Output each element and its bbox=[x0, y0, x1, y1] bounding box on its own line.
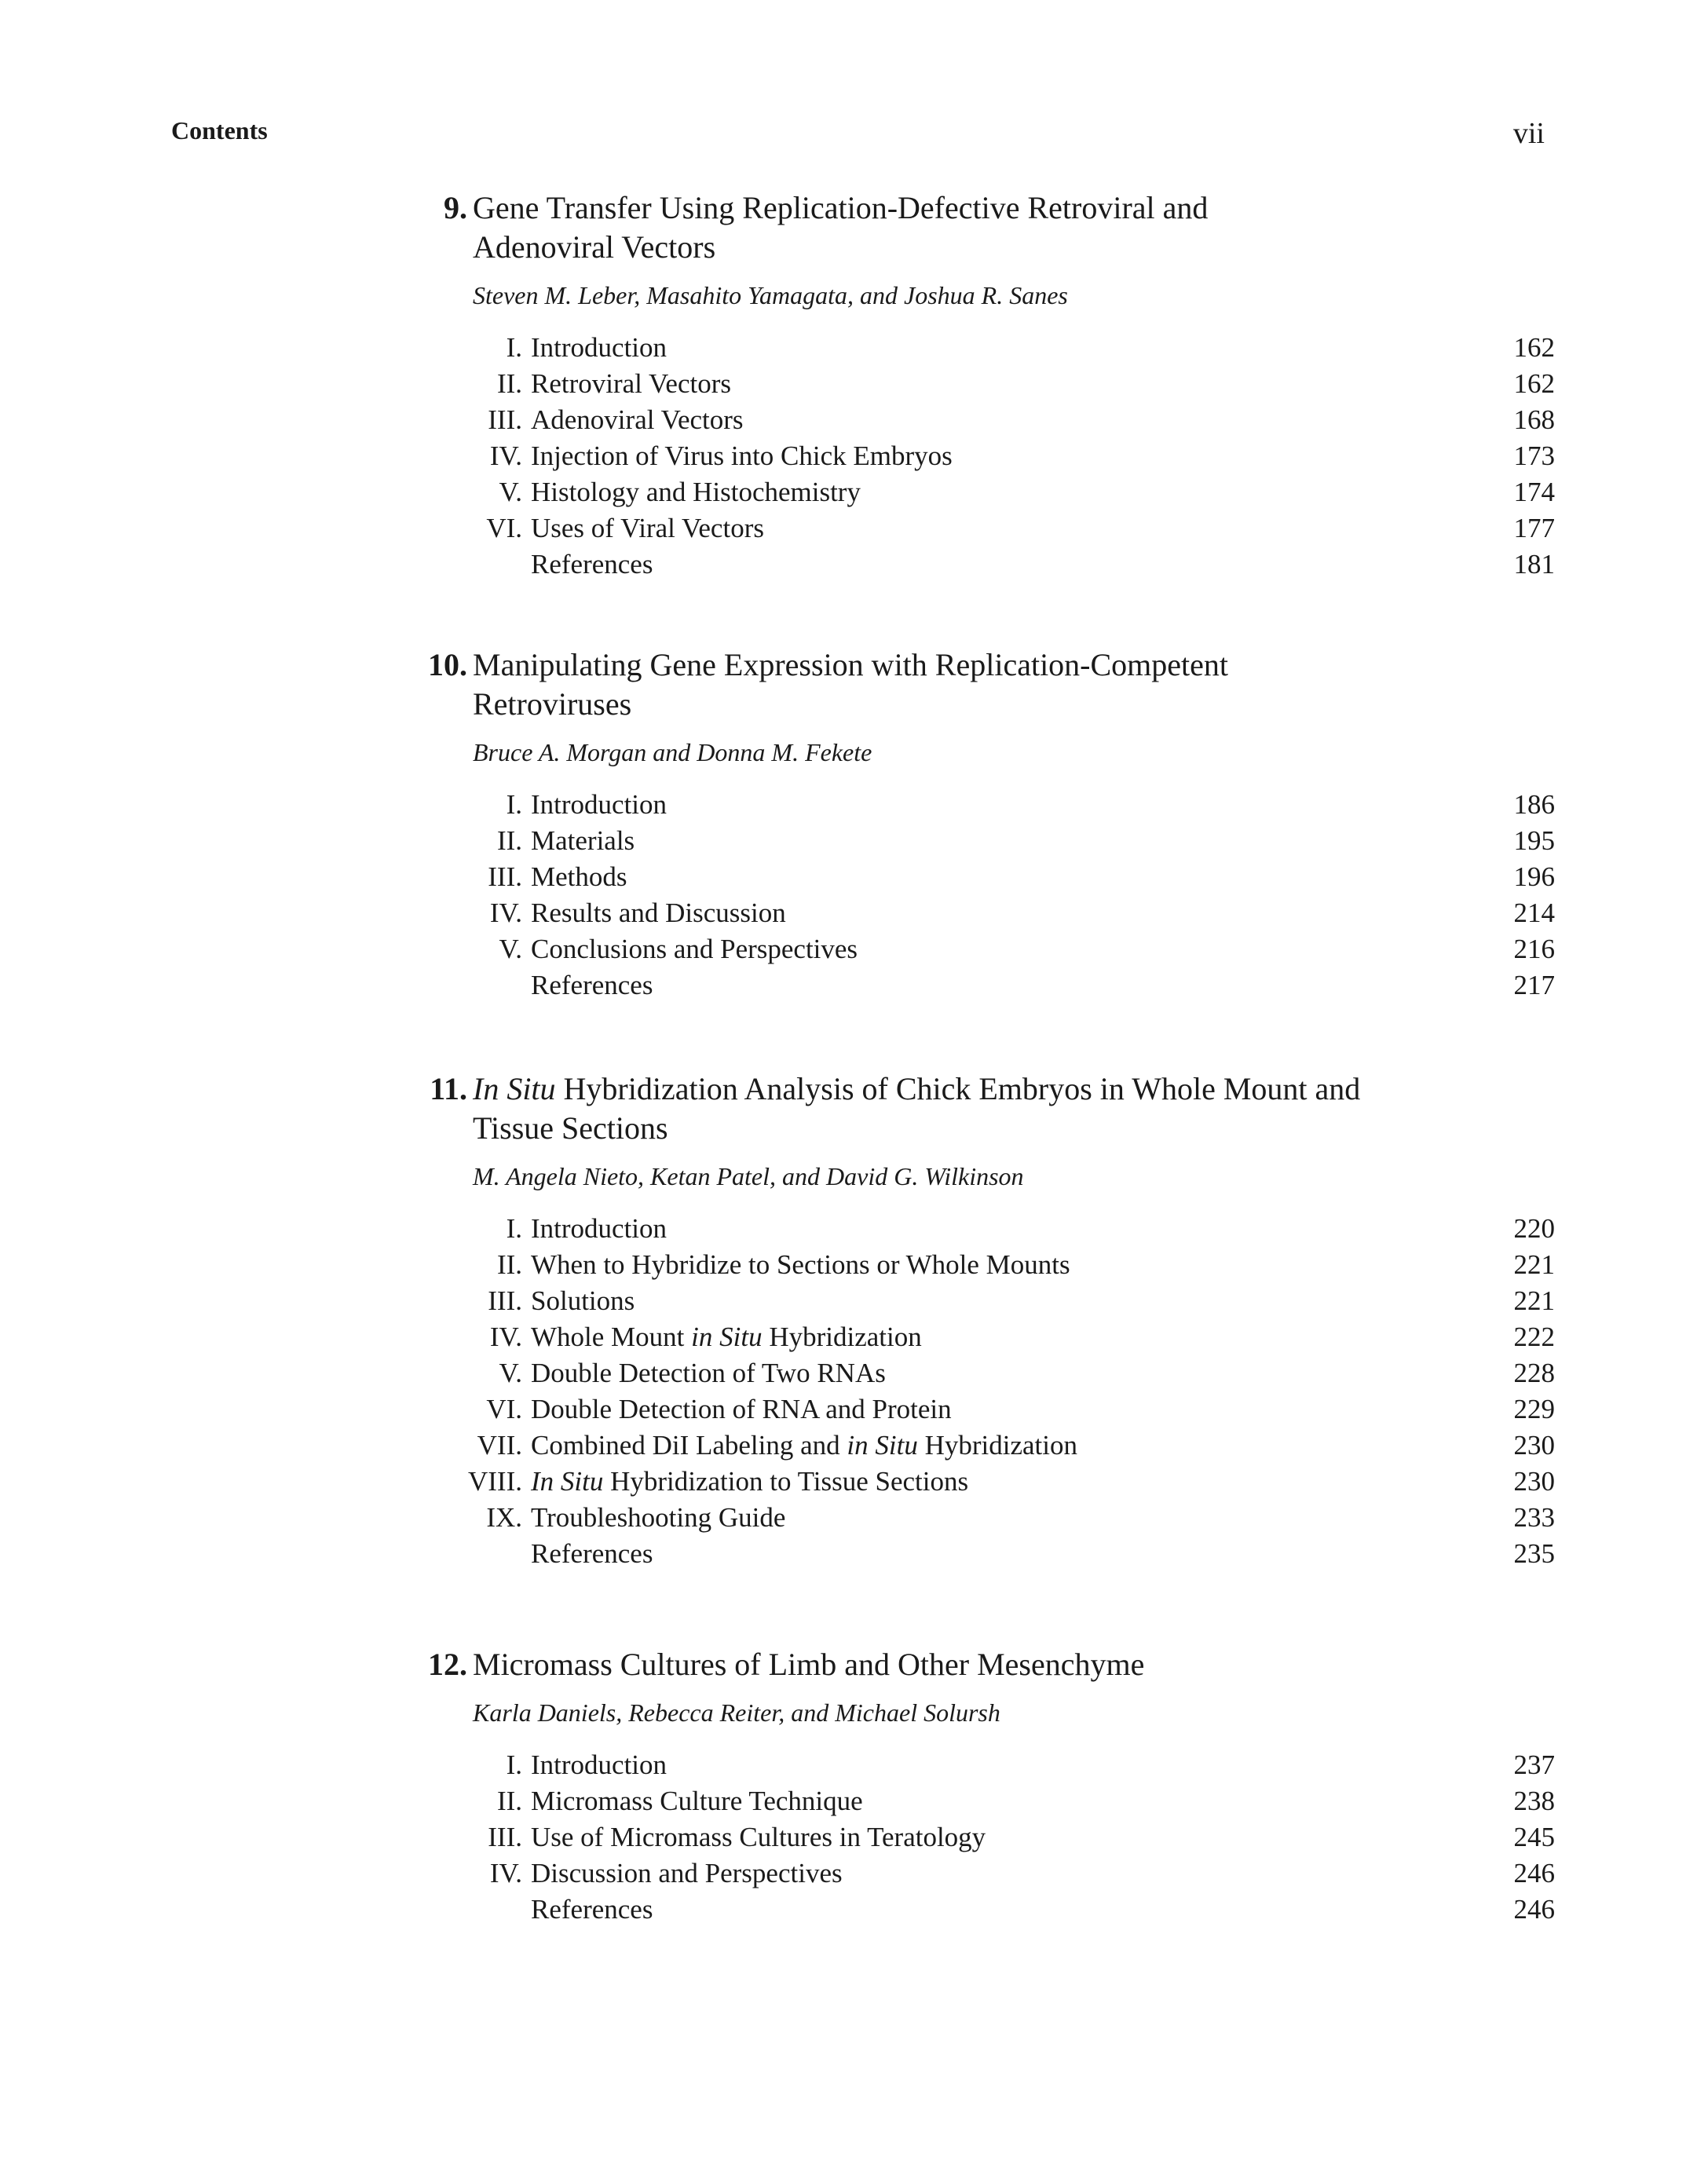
section-number: VI. bbox=[486, 1394, 522, 1424]
section-entry[interactable] bbox=[400, 787, 1555, 823]
section-number: IV. bbox=[489, 1858, 522, 1888]
section-entry[interactable] bbox=[400, 1892, 1555, 1928]
section-page-number: 162 bbox=[1513, 368, 1555, 399]
section-title: Methods bbox=[531, 861, 627, 892]
section-title bbox=[531, 1464, 1461, 1500]
text-run: Tissue Sections bbox=[473, 1110, 668, 1146]
section-entry[interactable] bbox=[400, 366, 1555, 402]
section-title: Histology and Histochemistry bbox=[531, 477, 861, 507]
section-number: III. bbox=[488, 1822, 522, 1852]
section-page-number: 168 bbox=[1513, 404, 1555, 435]
section-page-number: 217 bbox=[1513, 970, 1555, 1000]
section-entry[interactable] bbox=[400, 1283, 1555, 1319]
italic-text: In Situ bbox=[531, 1466, 604, 1497]
chapter-title-line bbox=[473, 1069, 1494, 1109]
chapter-entry bbox=[400, 645, 1555, 1004]
chapter-entry bbox=[400, 188, 1555, 583]
chapter-number: 9. bbox=[444, 190, 467, 225]
chapter-number: 10. bbox=[428, 647, 467, 682]
section-title: Introduction bbox=[531, 332, 667, 363]
section-page-number: 246 bbox=[1513, 1894, 1555, 1925]
section-number: I. bbox=[506, 789, 522, 820]
section-page-number: 173 bbox=[1513, 441, 1555, 471]
italic-text: in Situ bbox=[691, 1322, 763, 1352]
section-entry[interactable] bbox=[400, 1536, 1555, 1572]
text-run: Hybridization Analysis of Chick Embryos in Whole Mount and bbox=[555, 1071, 1361, 1106]
chapter-title-line: Manipulating Gene Expression with Replication-Competent bbox=[473, 647, 1229, 682]
section-title bbox=[531, 1428, 1461, 1464]
text-run: Hybridization bbox=[762, 1322, 922, 1352]
section-entry[interactable] bbox=[400, 1355, 1555, 1391]
section-entry[interactable] bbox=[400, 859, 1555, 895]
chapter-authors: Bruce A. Morgan and Donna M. Fekete bbox=[473, 738, 872, 766]
section-page-number: 162 bbox=[1513, 332, 1555, 363]
chapter-title[interactable] bbox=[473, 1069, 1494, 1148]
chapter-title[interactable] bbox=[473, 188, 1494, 267]
section-page-number: 181 bbox=[1513, 549, 1555, 579]
section-number: VI. bbox=[486, 513, 522, 543]
section-number: VIII. bbox=[468, 1466, 522, 1497]
section-number bbox=[400, 967, 531, 1004]
section-entry[interactable] bbox=[400, 438, 1555, 474]
section-list bbox=[400, 787, 1555, 1004]
chapter-title-line: Retroviruses bbox=[473, 686, 632, 722]
chapter-title-line: Adenoviral Vectors bbox=[473, 229, 716, 265]
section-title: Micromass Culture Technique bbox=[531, 1786, 863, 1816]
section-title: References bbox=[531, 970, 653, 1000]
section-title: Adenoviral Vectors bbox=[531, 404, 744, 435]
italic-text: In Situ bbox=[473, 1071, 556, 1106]
section-title: Use of Micromass Cultures in Teratology bbox=[531, 1822, 986, 1852]
section-entry[interactable] bbox=[400, 402, 1555, 438]
section-entry[interactable] bbox=[400, 547, 1555, 583]
section-page-number: 237 bbox=[1513, 1749, 1555, 1780]
section-entry[interactable] bbox=[400, 1855, 1555, 1892]
section-title: Double Detection of RNA and Protein bbox=[531, 1394, 952, 1424]
section-page-number: 186 bbox=[1513, 789, 1555, 820]
section-title: Introduction bbox=[531, 1749, 667, 1780]
section-page-number: 230 bbox=[1513, 1466, 1555, 1497]
section-page-number: 216 bbox=[1513, 934, 1555, 964]
section-entry[interactable] bbox=[400, 967, 1555, 1004]
section-number bbox=[400, 547, 531, 583]
section-number: IX. bbox=[486, 1502, 522, 1533]
section-page-number: 221 bbox=[1513, 1249, 1555, 1280]
section-page-number: 235 bbox=[1513, 1538, 1555, 1569]
section-number: IV. bbox=[489, 441, 522, 471]
section-title: When to Hybridize to Sections or Whole Mounts bbox=[531, 1249, 1070, 1280]
chapter-title-line bbox=[473, 1109, 1494, 1148]
section-entry[interactable] bbox=[400, 895, 1555, 931]
chapter-authors: Steven M. Leber, Masahito Yamagata, and Joshua R. Sanes bbox=[473, 281, 1068, 309]
text-run: Hybridization to Tissue Sections bbox=[603, 1466, 969, 1497]
section-entry[interactable] bbox=[400, 1747, 1555, 1783]
section-number: V. bbox=[499, 477, 522, 507]
section-page-number: 222 bbox=[1513, 1322, 1555, 1352]
section-page-number: 214 bbox=[1513, 898, 1555, 928]
section-title: Retroviral Vectors bbox=[531, 368, 731, 399]
text-run: Whole Mount bbox=[531, 1322, 692, 1352]
section-title: Injection of Virus into Chick Embryos bbox=[531, 441, 953, 471]
section-number: I. bbox=[506, 1749, 522, 1780]
section-title bbox=[531, 1319, 1461, 1355]
section-page-number: 238 bbox=[1513, 1786, 1555, 1816]
section-entry[interactable] bbox=[400, 1247, 1555, 1283]
section-title: Introduction bbox=[531, 1213, 667, 1244]
section-entry[interactable] bbox=[400, 1319, 1555, 1355]
chapter-authors: M. Angela Nieto, Ketan Patel, and David G. Wilkinson bbox=[473, 1162, 1024, 1190]
section-list bbox=[400, 1211, 1555, 1572]
section-page-number: 174 bbox=[1513, 477, 1555, 507]
chapter-title[interactable] bbox=[473, 1645, 1494, 1684]
text-run: Hybridization bbox=[917, 1430, 1078, 1461]
section-page-number: 233 bbox=[1513, 1502, 1555, 1533]
section-entry[interactable] bbox=[400, 1464, 1555, 1500]
section-entry[interactable] bbox=[400, 1428, 1555, 1464]
section-title: References bbox=[531, 1538, 653, 1569]
section-title: Results and Discussion bbox=[531, 898, 786, 928]
section-number: II. bbox=[496, 368, 522, 399]
section-entry[interactable] bbox=[400, 474, 1555, 510]
section-number: IV. bbox=[489, 1322, 522, 1352]
section-page-number: 196 bbox=[1513, 861, 1555, 892]
section-number: I. bbox=[506, 332, 522, 363]
section-title: Double Detection of Two RNAs bbox=[531, 1358, 886, 1388]
section-number: V. bbox=[499, 934, 522, 964]
section-entry[interactable] bbox=[400, 510, 1555, 547]
section-number: III. bbox=[488, 404, 522, 435]
section-title: Discussion and Perspectives bbox=[531, 1858, 843, 1888]
section-entry[interactable] bbox=[400, 1211, 1555, 1247]
section-title: Conclusions and Perspectives bbox=[531, 934, 858, 964]
section-title: References bbox=[531, 1894, 653, 1925]
section-title: Solutions bbox=[531, 1285, 635, 1316]
section-number: I. bbox=[506, 1213, 522, 1244]
chapter-number: 11. bbox=[430, 1071, 467, 1106]
chapter-entry bbox=[400, 1069, 1555, 1572]
section-page-number: 246 bbox=[1513, 1858, 1555, 1888]
section-page-number: 220 bbox=[1513, 1213, 1555, 1244]
section-page-number: 177 bbox=[1513, 513, 1555, 543]
chapter-title[interactable] bbox=[473, 645, 1494, 724]
section-title: Introduction bbox=[531, 789, 667, 820]
section-title: Uses of Viral Vectors bbox=[531, 513, 764, 543]
section-list bbox=[400, 1747, 1555, 1928]
section-number: II. bbox=[496, 1786, 522, 1816]
section-page-number: 221 bbox=[1513, 1285, 1555, 1316]
section-number: III. bbox=[488, 861, 522, 892]
chapter-number: 12. bbox=[428, 1647, 467, 1682]
section-number: VII. bbox=[477, 1430, 522, 1461]
chapter-authors: Karla Daniels, Rebecca Reiter, and Michael Solursh bbox=[473, 1698, 1000, 1727]
section-title: Materials bbox=[531, 825, 635, 856]
section-title: Troubleshooting Guide bbox=[531, 1502, 786, 1533]
section-page-number: 195 bbox=[1513, 825, 1555, 856]
section-entry[interactable] bbox=[400, 1391, 1555, 1428]
section-page-number: 230 bbox=[1513, 1430, 1555, 1461]
section-entry[interactable] bbox=[400, 330, 1555, 366]
section-page-number: 229 bbox=[1513, 1394, 1555, 1424]
section-entry[interactable] bbox=[400, 1500, 1555, 1536]
section-entry[interactable] bbox=[400, 823, 1555, 859]
section-entry[interactable] bbox=[400, 1783, 1555, 1819]
section-entry[interactable] bbox=[400, 931, 1555, 967]
chapter-entry bbox=[400, 1645, 1555, 1928]
section-number: II. bbox=[496, 825, 522, 856]
chapter-title-line: Gene Transfer Using Replication-Defective Retroviral and bbox=[473, 190, 1209, 225]
section-number: III. bbox=[488, 1285, 522, 1316]
section-number bbox=[400, 1892, 531, 1928]
section-entry[interactable] bbox=[400, 1819, 1555, 1855]
text-run: Combined DiI Labeling and bbox=[531, 1430, 847, 1461]
italic-text: in Situ bbox=[847, 1430, 918, 1461]
running-head: Contents bbox=[171, 116, 268, 144]
section-list bbox=[400, 330, 1555, 583]
section-number bbox=[400, 1536, 531, 1572]
section-page-number: 228 bbox=[1513, 1358, 1555, 1388]
section-number: IV. bbox=[489, 898, 522, 928]
section-number: V. bbox=[499, 1358, 522, 1388]
chapter-title-line: Micromass Cultures of Limb and Other Mesenchyme bbox=[473, 1647, 1145, 1682]
section-title: References bbox=[531, 549, 653, 579]
section-number: II. bbox=[496, 1249, 522, 1280]
section-page-number: 245 bbox=[1513, 1822, 1555, 1852]
page-number: vii bbox=[1512, 117, 1545, 150]
